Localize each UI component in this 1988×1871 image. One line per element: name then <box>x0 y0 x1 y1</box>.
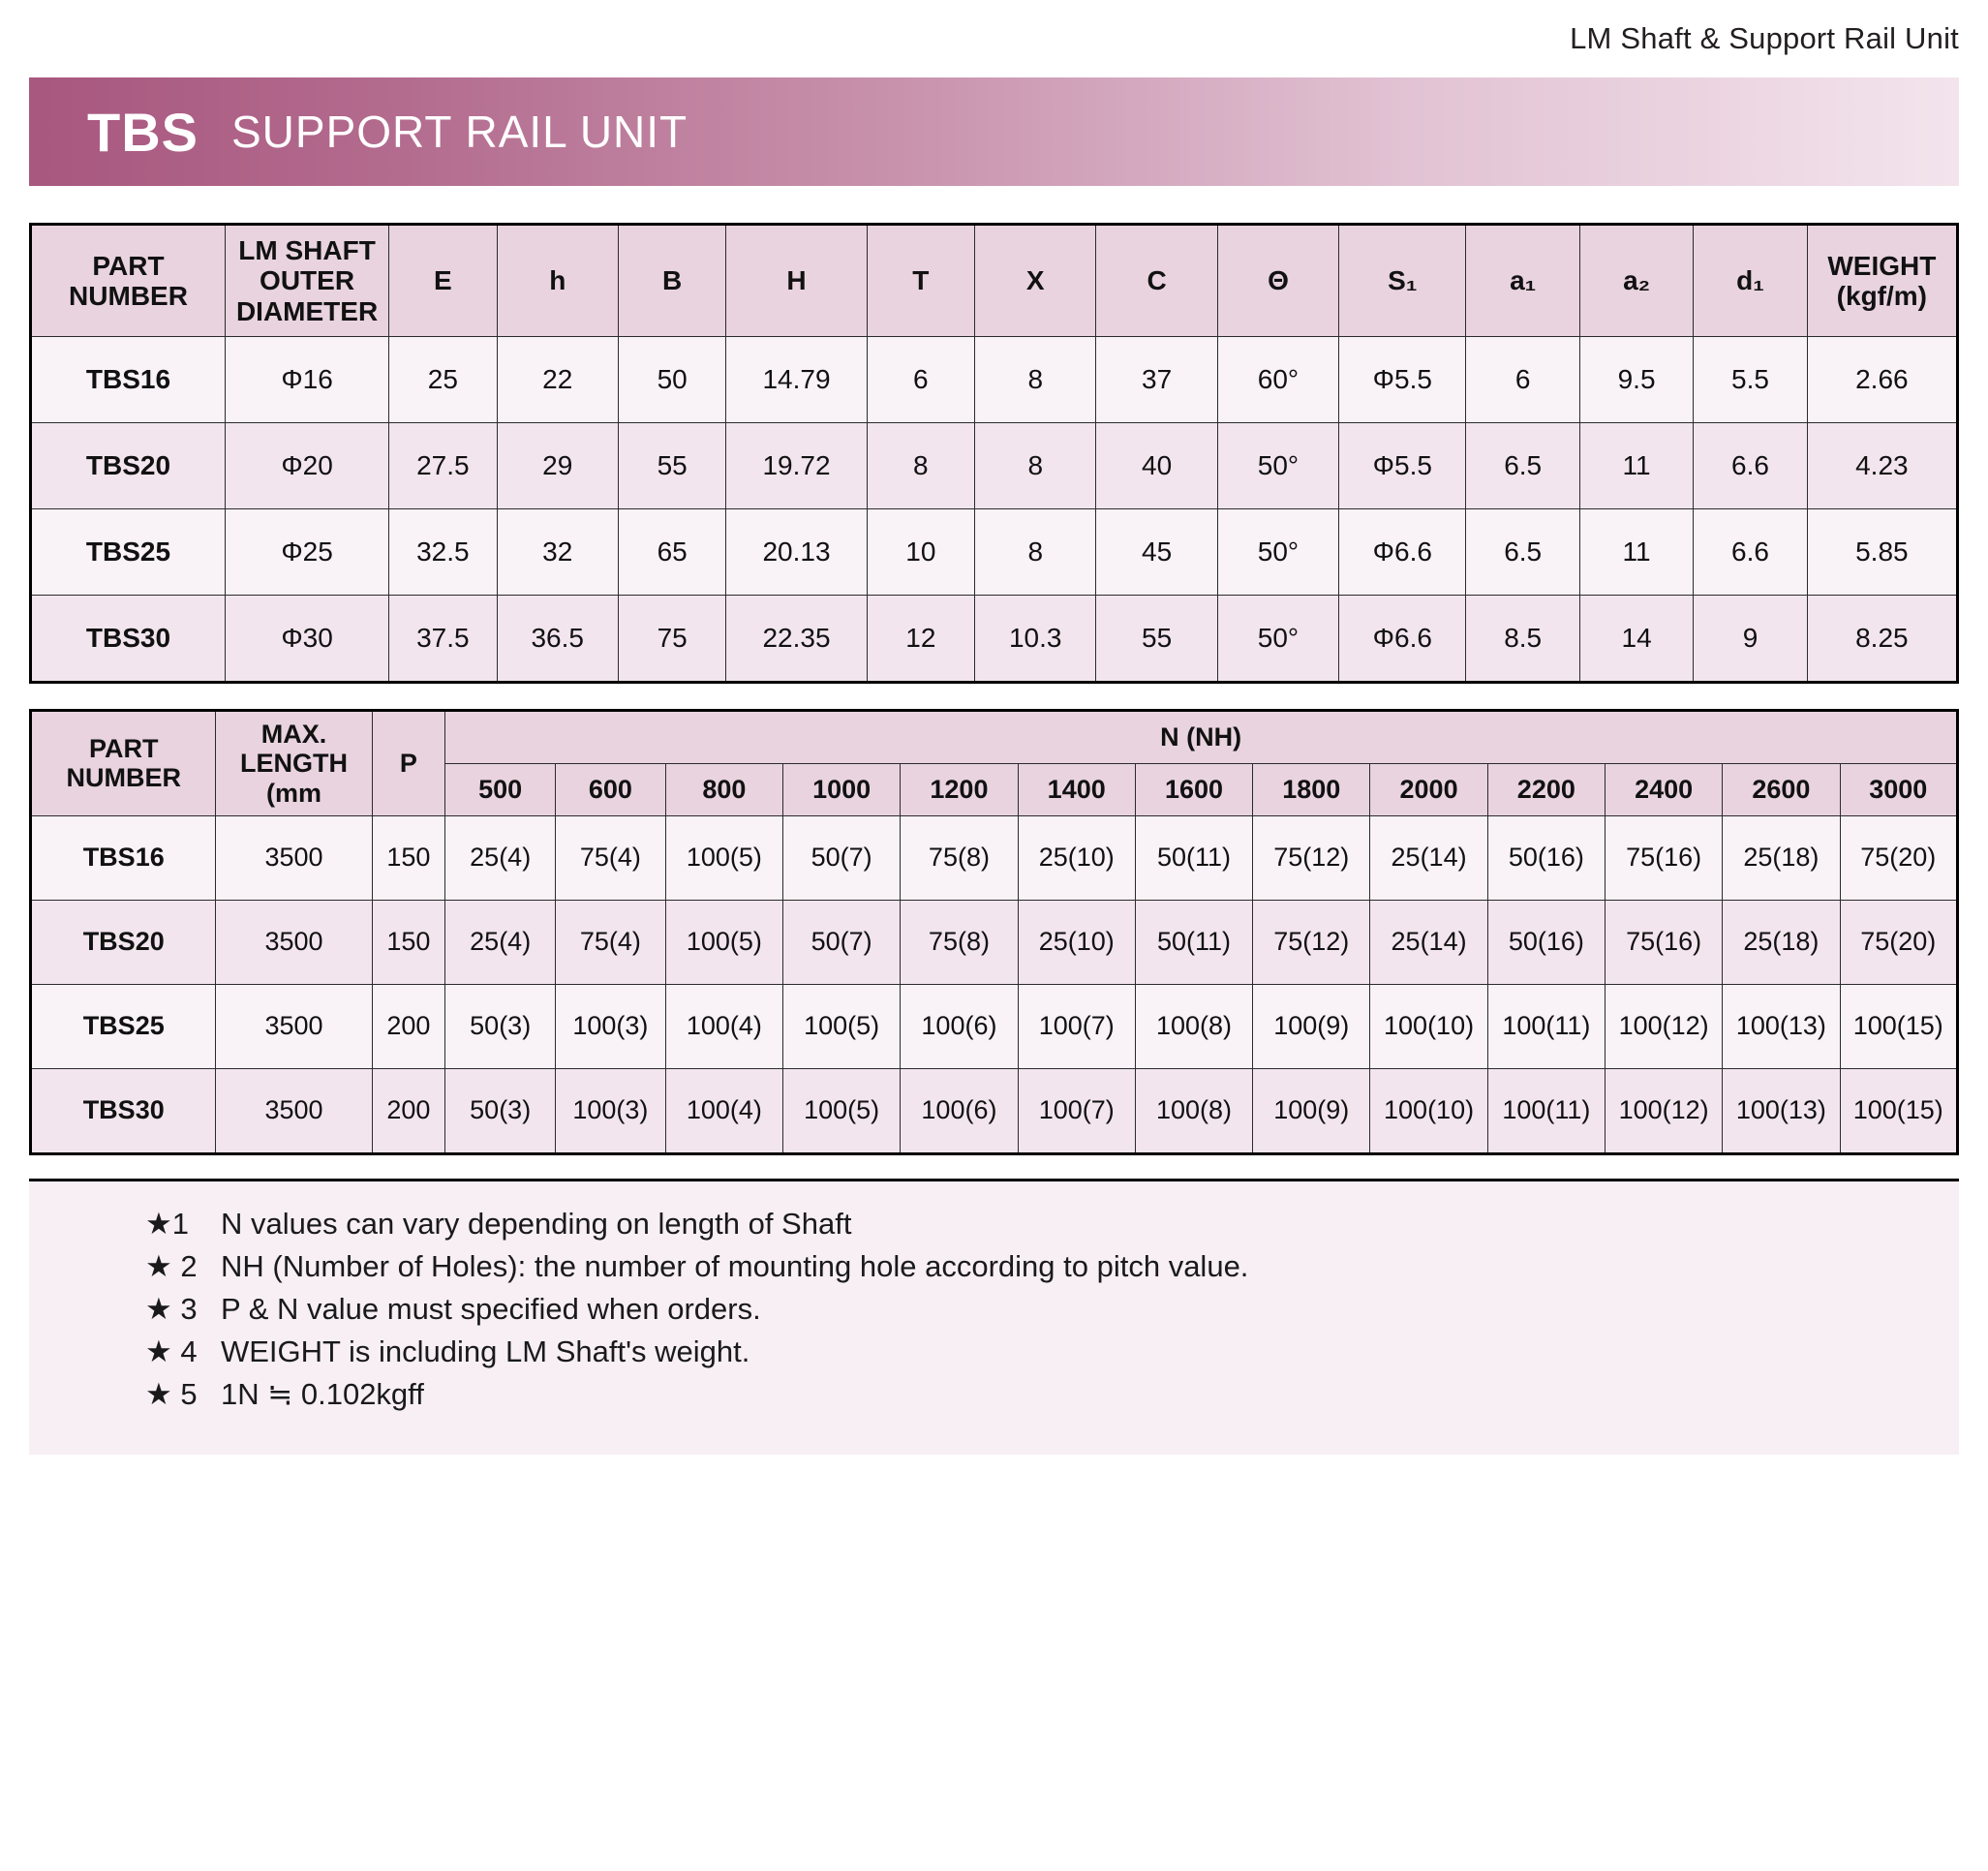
col-header-len-3000: 3000 <box>1840 763 1957 815</box>
cell-n-3000: 75(20) <box>1840 900 1957 984</box>
cell-n-500: 25(4) <box>445 900 556 984</box>
cell-h-upper: 14.79 <box>726 337 867 423</box>
col-header-len-2400: 2400 <box>1605 763 1722 815</box>
notes-section <box>29 1179 1959 1455</box>
cell-n-1800: 100(9) <box>1253 984 1370 1068</box>
cell-n-1000: 100(5) <box>783 984 901 1068</box>
col-header-weight <box>1807 225 1957 337</box>
cell-p: 200 <box>372 984 445 1068</box>
cell-t: 6 <box>867 337 974 423</box>
cell-n-600: 100(3) <box>556 984 666 1068</box>
cell-n-800: 100(4) <box>665 984 782 1068</box>
col-header-len-1400: 1400 <box>1018 763 1135 815</box>
note-text: NH (Number of Holes): the number of mounting hole according to pitch value. <box>221 1248 1249 1283</box>
col-header-part-number-2-line1: PART <box>88 734 159 764</box>
page-title-name: SUPPORT RAIL UNIT <box>231 107 688 157</box>
cell-c: 37 <box>1096 337 1217 423</box>
cell-n-2000: 100(10) <box>1370 1068 1487 1153</box>
table-row <box>31 815 1958 900</box>
breadcrumb: LM Shaft & Support Rail Unit <box>1570 21 1959 55</box>
notes-bottom-fill <box>29 1416 1959 1455</box>
col-header-a1: a₁ <box>1466 225 1579 337</box>
col-header-weight-line1: WEIGHT <box>1827 250 1937 281</box>
cell-n-800: 100(5) <box>665 815 782 900</box>
cell-t: 10 <box>867 509 974 596</box>
col-header-p: P <box>372 711 445 816</box>
cell-a2: 14 <box>1579 596 1693 683</box>
cell-d1: 6.6 <box>1694 423 1807 509</box>
cell-t: 12 <box>867 596 974 683</box>
cell-weight: 2.66 <box>1807 337 1957 423</box>
col-header-h-upper: H <box>726 225 867 337</box>
note-marker: ★ 3 <box>145 1291 198 1326</box>
cell-a1: 6.5 <box>1466 509 1579 596</box>
col-header-len-1800: 1800 <box>1253 763 1370 815</box>
cell-a1: 6 <box>1466 337 1579 423</box>
cell-n-1000: 100(5) <box>783 1068 901 1153</box>
cell-n-3000: 75(20) <box>1840 815 1957 900</box>
cell-max-length: 3500 <box>216 984 372 1068</box>
col-header-s1: S₁ <box>1339 225 1466 337</box>
cell-n-2400: 100(12) <box>1605 1068 1722 1153</box>
table-row <box>31 337 1958 423</box>
cell-n-2000: 25(14) <box>1370 815 1487 900</box>
col-header-len-600: 600 <box>556 763 666 815</box>
table-row <box>31 900 1958 984</box>
cell-p: 200 <box>372 1068 445 1153</box>
cell-part-number: TBS20 <box>31 423 226 509</box>
cell-b: 65 <box>618 509 725 596</box>
col-header-len-2000: 2000 <box>1370 763 1487 815</box>
cell-n-1400: 100(7) <box>1018 1068 1135 1153</box>
cell-n-1000: 50(7) <box>783 815 901 900</box>
cell-n-800: 100(4) <box>665 1068 782 1153</box>
table-gap <box>0 684 1988 709</box>
cell-x: 8 <box>975 509 1096 596</box>
cell-max-length: 3500 <box>216 900 372 984</box>
cell-n-2000: 25(14) <box>1370 900 1487 984</box>
cell-x: 10.3 <box>975 596 1096 683</box>
cell-n-1600: 50(11) <box>1135 815 1252 900</box>
cell-x: 8 <box>975 423 1096 509</box>
cell-h-upper: 22.35 <box>726 596 867 683</box>
cell-outer-diameter: Φ16 <box>225 337 388 423</box>
cell-part-number: TBS25 <box>31 984 216 1068</box>
cell-s1: Φ5.5 <box>1339 423 1466 509</box>
cell-n-2600: 25(18) <box>1723 815 1840 900</box>
col-header-theta: Θ <box>1217 225 1338 337</box>
note-text: P & N value must specified when orders. <box>221 1291 761 1326</box>
cell-x: 8 <box>975 337 1096 423</box>
cell-theta: 50° <box>1217 596 1338 683</box>
cell-part-number: TBS30 <box>31 596 226 683</box>
cell-s1: Φ6.6 <box>1339 596 1466 683</box>
length-table <box>29 709 1959 1155</box>
cell-weight: 5.85 <box>1807 509 1957 596</box>
cell-n-1200: 75(8) <box>901 815 1018 900</box>
cell-part-number: TBS16 <box>31 337 226 423</box>
table-row <box>31 1068 1958 1153</box>
length-table-header-row-1 <box>31 711 1958 764</box>
col-header-part-number-2 <box>31 711 216 816</box>
table-row <box>31 423 1958 509</box>
cell-e: 37.5 <box>389 596 497 683</box>
note-marker: ★ 5 <box>145 1376 198 1411</box>
cell-n-1200: 75(8) <box>901 900 1018 984</box>
col-header-part-number <box>31 225 226 337</box>
cell-part-number: TBS30 <box>31 1068 216 1153</box>
cell-b: 75 <box>618 596 725 683</box>
cell-n-2200: 50(16) <box>1487 815 1605 900</box>
cell-a2: 9.5 <box>1579 337 1693 423</box>
dimension-table-header-row <box>31 225 1958 337</box>
cell-n-3000: 100(15) <box>1840 1068 1957 1153</box>
cell-n-3000: 100(15) <box>1840 984 1957 1068</box>
col-header-len-2200: 2200 <box>1487 763 1605 815</box>
cell-part-number: TBS16 <box>31 815 216 900</box>
cell-h-lower: 29 <box>497 423 618 509</box>
cell-n-1800: 75(12) <box>1253 900 1370 984</box>
col-header-part-number-2-line2: NUMBER <box>66 763 181 793</box>
col-header-len-500: 500 <box>445 763 556 815</box>
cell-h-lower: 22 <box>497 337 618 423</box>
col-header-max-length-line2: LENGTH <box>239 749 348 779</box>
cell-n-1200: 100(6) <box>901 984 1018 1068</box>
cell-d1: 5.5 <box>1694 337 1807 423</box>
cell-c: 40 <box>1096 423 1217 509</box>
cell-n-2000: 100(10) <box>1370 984 1487 1068</box>
cell-n-2200: 50(16) <box>1487 900 1605 984</box>
col-header-max-length <box>216 711 372 816</box>
length-table-wrapper <box>29 709 1959 1155</box>
col-header-part-number-line2: NUMBER <box>69 281 188 312</box>
col-header-c: C <box>1096 225 1217 337</box>
cell-n-1600: 100(8) <box>1135 984 1252 1068</box>
cell-outer-diameter: Φ25 <box>225 509 388 596</box>
col-header-h-lower: h <box>497 225 618 337</box>
col-header-b: B <box>618 225 725 337</box>
cell-s1: Φ6.6 <box>1339 509 1466 596</box>
cell-e: 27.5 <box>389 423 497 509</box>
cell-n-1400: 25(10) <box>1018 900 1135 984</box>
note-item <box>29 1245 1959 1288</box>
cell-a1: 8.5 <box>1466 596 1579 683</box>
cell-h-upper: 19.72 <box>726 423 867 509</box>
note-text: 1N ≒ 0.102kgff <box>221 1376 424 1411</box>
cell-n-2400: 100(12) <box>1605 984 1722 1068</box>
col-header-max-length-line3: (mm <box>265 778 321 808</box>
cell-d1: 6.6 <box>1694 509 1807 596</box>
cell-p: 150 <box>372 815 445 900</box>
cell-n-500: 25(4) <box>445 815 556 900</box>
cell-n-600: 100(3) <box>556 1068 666 1153</box>
dimension-table-wrapper <box>29 223 1959 684</box>
cell-e: 25 <box>389 337 497 423</box>
col-header-t: T <box>867 225 974 337</box>
page-title-code: TBS <box>87 101 199 163</box>
cell-outer-diameter: Φ20 <box>225 423 388 509</box>
cell-weight: 4.23 <box>1807 423 1957 509</box>
cell-n-1000: 50(7) <box>783 900 901 984</box>
note-item <box>29 1203 1959 1245</box>
cell-n-2200: 100(11) <box>1487 984 1605 1068</box>
cell-h-lower: 36.5 <box>497 596 618 683</box>
cell-c: 45 <box>1096 509 1217 596</box>
note-text: N values can vary depending on length of Shaft <box>221 1206 852 1241</box>
cell-n-600: 75(4) <box>556 815 666 900</box>
col-header-x: X <box>975 225 1096 337</box>
cell-theta: 50° <box>1217 423 1338 509</box>
cell-h-upper: 20.13 <box>726 509 867 596</box>
cell-part-number: TBS25 <box>31 509 226 596</box>
table-row <box>31 509 1958 596</box>
page-header <box>0 0 1988 66</box>
note-text: WEIGHT is including LM Shaft's weight. <box>221 1334 750 1368</box>
col-header-weight-line2: (kgf/m) <box>1836 281 1927 312</box>
col-header-part-number-line1: PART <box>92 250 165 281</box>
col-header-n-nh-group: N (NH) <box>445 711 1958 764</box>
cell-a2: 11 <box>1579 423 1693 509</box>
cell-h-lower: 32 <box>497 509 618 596</box>
cell-n-2600: 100(13) <box>1723 984 1840 1068</box>
cell-a1: 6.5 <box>1466 423 1579 509</box>
table-row <box>31 596 1958 683</box>
cell-n-1600: 50(11) <box>1135 900 1252 984</box>
cell-d1: 9 <box>1694 596 1807 683</box>
cell-e: 32.5 <box>389 509 497 596</box>
note-marker: ★ 2 <box>145 1248 198 1283</box>
cell-n-600: 75(4) <box>556 900 666 984</box>
note-marker: ★ 4 <box>145 1334 198 1368</box>
col-header-max-length-line1: MAX. <box>260 720 327 750</box>
cell-weight: 8.25 <box>1807 596 1957 683</box>
cell-n-1200: 100(6) <box>901 1068 1018 1153</box>
cell-n-1400: 25(10) <box>1018 815 1135 900</box>
col-header-len-1600: 1600 <box>1135 763 1252 815</box>
cell-b: 55 <box>618 423 725 509</box>
cell-p: 150 <box>372 900 445 984</box>
cell-c: 55 <box>1096 596 1217 683</box>
cell-n-2600: 25(18) <box>1723 900 1840 984</box>
col-header-d1: d₁ <box>1694 225 1807 337</box>
col-header-len-1200: 1200 <box>901 763 1018 815</box>
col-header-lm-shaft-outer-diameter <box>225 225 388 337</box>
cell-n-1400: 100(7) <box>1018 984 1135 1068</box>
col-header-lm-shaft-line2: OUTER <box>260 265 355 296</box>
cell-n-800: 100(5) <box>665 900 782 984</box>
cell-t: 8 <box>867 423 974 509</box>
col-header-lm-shaft-line1: LM SHAFT <box>238 235 376 265</box>
col-header-len-800: 800 <box>665 763 782 815</box>
note-item <box>29 1331 1959 1373</box>
cell-n-1600: 100(8) <box>1135 1068 1252 1153</box>
cell-n-1800: 75(12) <box>1253 815 1370 900</box>
cell-n-2400: 75(16) <box>1605 815 1722 900</box>
cell-max-length: 3500 <box>216 1068 372 1153</box>
cell-part-number: TBS20 <box>31 900 216 984</box>
cell-theta: 60° <box>1217 337 1338 423</box>
section-title-band <box>29 77 1959 186</box>
cell-a2: 11 <box>1579 509 1693 596</box>
cell-n-500: 50(3) <box>445 1068 556 1153</box>
note-marker: ★1 <box>145 1206 190 1241</box>
cell-max-length: 3500 <box>216 815 372 900</box>
col-header-len-1000: 1000 <box>783 763 901 815</box>
cell-n-500: 50(3) <box>445 984 556 1068</box>
cell-n-1800: 100(9) <box>1253 1068 1370 1153</box>
col-header-lm-shaft-line3: DIAMETER <box>235 295 379 326</box>
dimension-table <box>29 223 1959 684</box>
col-header-a2: a₂ <box>1579 225 1693 337</box>
table-row <box>31 984 1958 1068</box>
col-header-len-2600: 2600 <box>1723 763 1840 815</box>
cell-s1: Φ5.5 <box>1339 337 1466 423</box>
note-item <box>29 1288 1959 1331</box>
cell-theta: 50° <box>1217 509 1338 596</box>
cell-n-2600: 100(13) <box>1723 1068 1840 1153</box>
note-item <box>29 1373 1959 1416</box>
col-header-e: E <box>389 225 497 337</box>
cell-outer-diameter: Φ30 <box>225 596 388 683</box>
cell-b: 50 <box>618 337 725 423</box>
cell-n-2400: 75(16) <box>1605 900 1722 984</box>
cell-n-2200: 100(11) <box>1487 1068 1605 1153</box>
